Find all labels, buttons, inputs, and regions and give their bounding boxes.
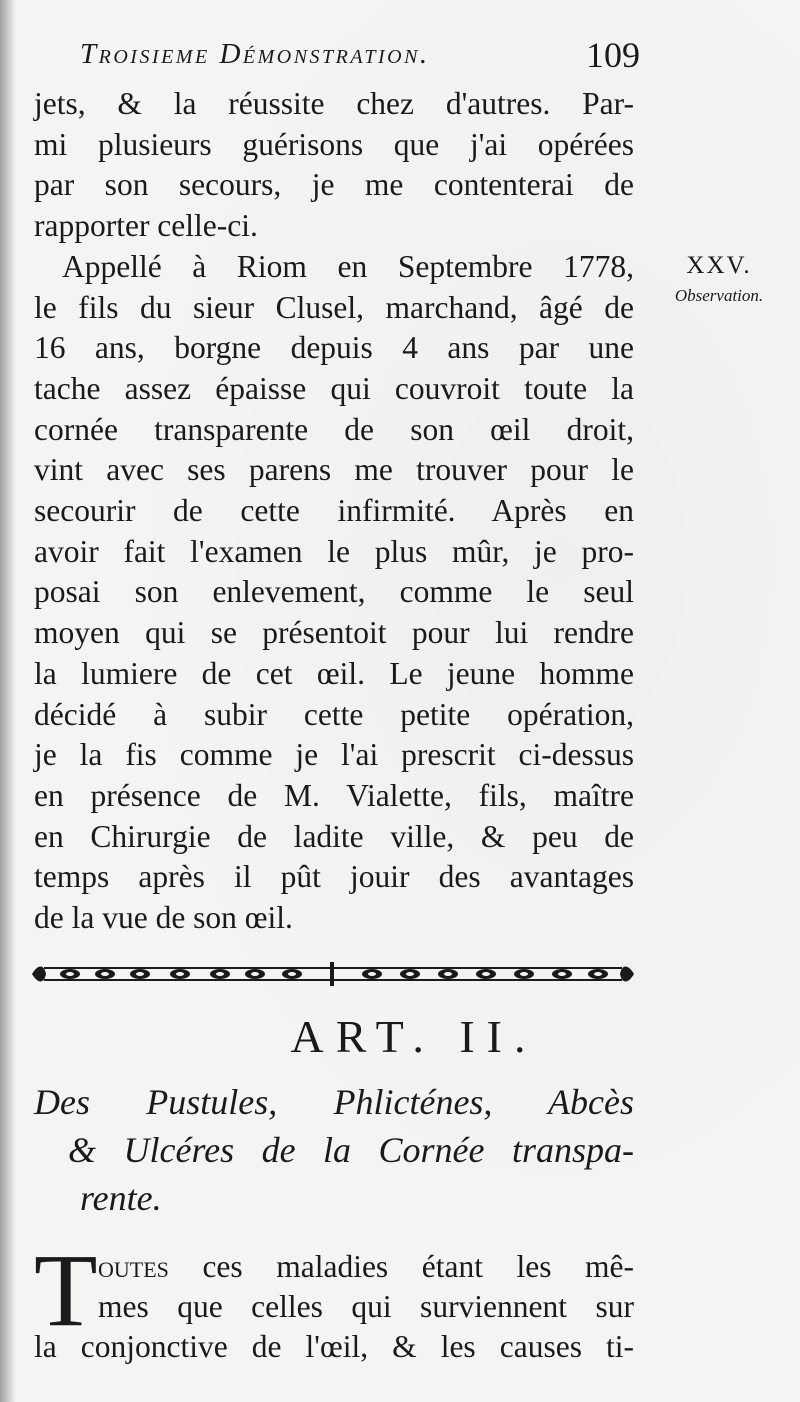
text-line: mes que celles qui surviennent sur <box>98 1289 634 1324</box>
article-subtitle <box>34 1078 634 1222</box>
page-header <box>80 35 640 88</box>
text-line: jets, & la réussite chez d'autres. Par- <box>34 86 634 121</box>
drop-cap: T <box>34 1233 98 1348</box>
text-line: secourir de cette infirmité. Après en <box>34 493 634 529</box>
observation-number: XXV. <box>686 252 752 279</box>
subtitle-line: Des Pustules, Phlicténes, Abcès <box>34 1082 634 1122</box>
text-line: je la fis comme je l'ai prescrit ci-dessus <box>34 737 634 773</box>
text-line <box>34 1247 634 1287</box>
gutter-shadow <box>0 0 16 1402</box>
body-text <box>34 84 634 939</box>
margin-note <box>654 252 784 306</box>
text-line: le fils du sieur Clusel, marchand, âgé de <box>34 289 634 325</box>
page-number: 109 <box>586 35 640 75</box>
text-line: cornée transparente de son œil droit, <box>34 411 634 447</box>
ornamental-rule <box>30 958 636 990</box>
text-line: de la vue de son œil. <box>34 900 293 936</box>
text-line: tache assez épaisse qui couvroit toute la <box>34 370 634 406</box>
text-line: vint avec ses parens me trouver pour le <box>34 452 634 488</box>
text-line: rapporter celle-ci. <box>34 208 258 244</box>
text-line: avoir fait l'examen le plus mûr, je pro- <box>34 533 634 569</box>
text-line: en Chirurgie de ladite ville, & peu de <box>34 818 634 854</box>
text-line: 16 ans, borgne depuis 4 ans par une <box>34 330 634 366</box>
observation-label: Observation. <box>674 286 764 305</box>
subtitle-line: & Ulcéres de la Cornée transpa- <box>68 1130 634 1170</box>
text-line: temps après il pût jouir des avantages <box>34 859 634 895</box>
running-head: Troisieme Démonstration. <box>80 38 430 70</box>
subtitle-line: rente. <box>80 1178 162 1218</box>
text-line: posai son enlevement, comme le seul <box>34 574 634 610</box>
text-line: mi plusieurs guérisons que j'ai opérées <box>34 126 634 162</box>
article-title: ART. II. <box>290 1011 538 1062</box>
text-line: par son secours, je me contenterai de <box>34 167 634 203</box>
text-line: décidé à subir cette petite opération, <box>34 696 634 732</box>
text-line: la lumiere de cet œil. Le jeune homme <box>34 655 634 691</box>
text-line: Appellé à Riom en Septembre 1778, <box>62 248 634 284</box>
text-line: la conjonctive de l'œil, & les causes ti- <box>34 1329 634 1364</box>
text-line: en présence de M. Vialette, fils, maître <box>34 777 634 813</box>
text-line-rest: ces maladies étant les mê- <box>202 1249 635 1284</box>
opening-word: outes <box>98 1249 169 1284</box>
section-opening-text <box>34 1233 635 1367</box>
text-line: moyen qui se présentoit pour lui rendre <box>34 615 634 651</box>
